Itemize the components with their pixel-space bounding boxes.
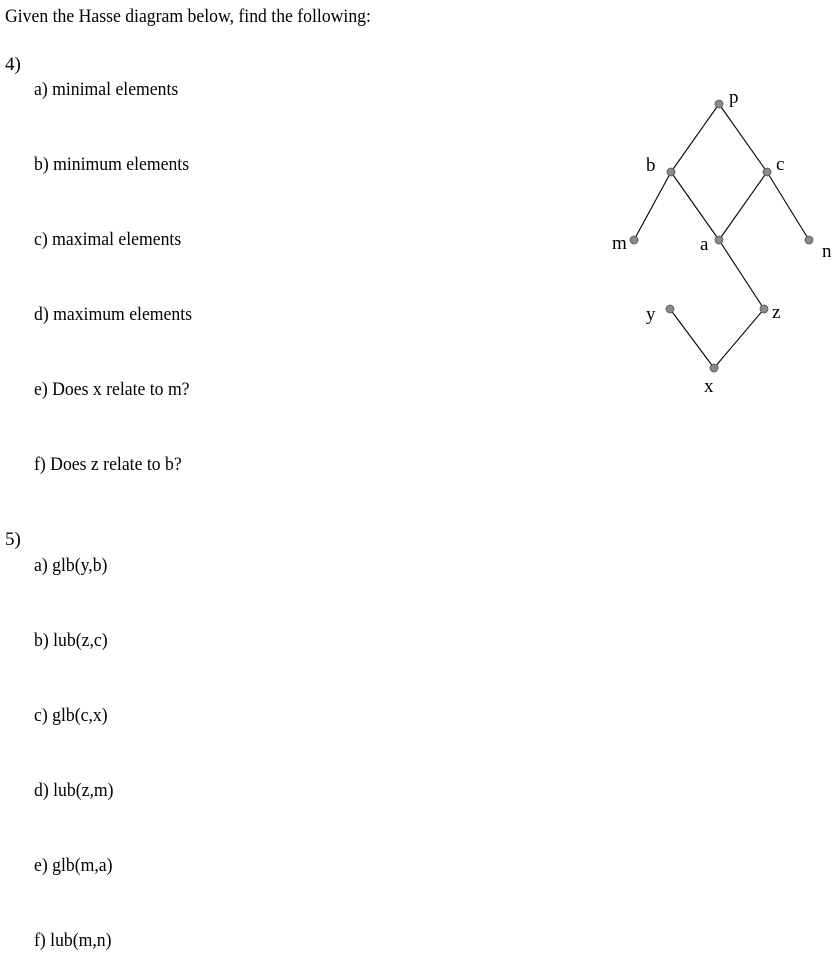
hasse-node-p	[715, 100, 723, 108]
hasse-edge-a-b	[671, 172, 719, 240]
hasse-edge-a-c	[719, 172, 767, 240]
hasse-node-z	[760, 305, 768, 313]
hasse-label-z: z	[772, 302, 781, 323]
question-4e: e) Does x relate to m?	[34, 379, 190, 400]
hasse-node-b	[667, 168, 675, 176]
hasse-label-a: a	[700, 234, 709, 255]
hasse-label-x: x	[704, 376, 714, 397]
question-4d: d) maximum elements	[34, 304, 193, 325]
question-5d: d) lub(z,m)	[34, 780, 114, 801]
question-4a: a) minimal elements	[34, 79, 179, 100]
question-4f: f) Does z relate to b?	[34, 454, 182, 475]
hasse-edge-c-p	[719, 104, 767, 172]
hasse-node-m	[630, 236, 638, 244]
hasse-label-c: c	[776, 154, 785, 175]
section-4-number: 4)	[5, 54, 21, 75]
question-4c: c) maximal elements	[34, 229, 182, 250]
hasse-edge-z-a	[719, 240, 764, 309]
hasse-label-y: y	[646, 304, 656, 325]
hasse-edge-x-z	[714, 309, 764, 368]
question-5c: c) glb(c,x)	[34, 705, 108, 726]
question-5e: e) glb(m,a)	[34, 855, 113, 876]
question-5f: f) lub(m,n)	[34, 930, 112, 951]
question-5b: b) lub(z,c)	[34, 630, 108, 651]
hasse-edge-c-n	[767, 172, 809, 240]
hasse-label-m: m	[612, 233, 627, 254]
hasse-node-a	[715, 236, 723, 244]
hasse-label-n: n	[822, 241, 832, 262]
hasse-node-y	[666, 305, 674, 313]
question-4b: b) minimum elements	[34, 154, 190, 175]
hasse-node-c	[763, 168, 771, 176]
hasse-label-b: b	[646, 155, 656, 176]
question-5a: a) glb(y,b)	[34, 555, 108, 576]
section-5-number: 5)	[5, 529, 21, 550]
hasse-edge-x-y	[670, 309, 714, 368]
hasse-edge-m-b	[634, 172, 671, 240]
hasse-node-x	[710, 364, 718, 372]
hasse-edge-b-p	[671, 104, 719, 172]
hasse-label-p: p	[729, 87, 739, 108]
problem-title: Given the Hasse diagram below, find the following:	[5, 6, 371, 27]
hasse-node-n	[805, 236, 813, 244]
